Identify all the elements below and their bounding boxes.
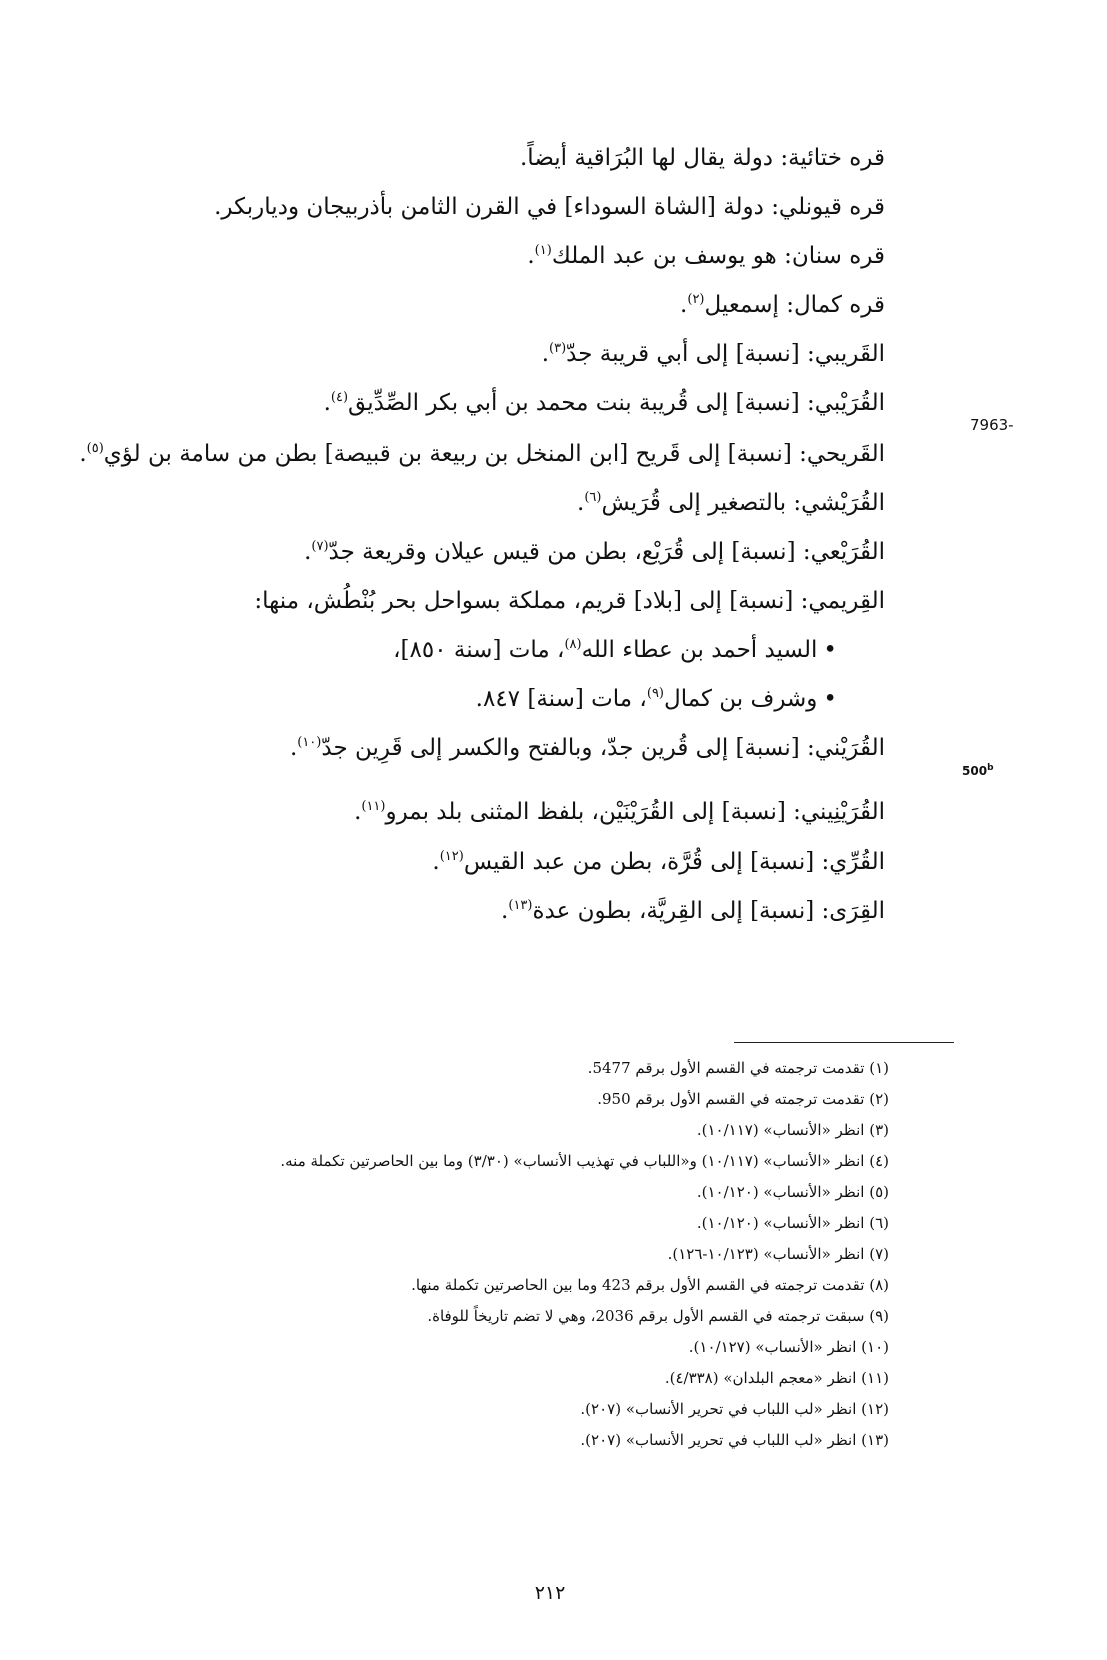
entry-tail: . — [527, 243, 535, 269]
entry-line — [577, 481, 885, 525]
entry-text: القُرَيْنِيني: [نسبة] إلى القُرَيْنَيْن، بلفظ المثنى بلد بمرو — [385, 799, 885, 825]
entry-line — [501, 889, 885, 933]
bullet-marker: • — [823, 637, 837, 663]
footnote: (١١) انظر «معجم البلدان» (٤/٣٣٨). — [664, 1369, 889, 1387]
entry-number: 7963- — [970, 416, 1014, 434]
bullet-marker: • — [823, 686, 837, 712]
entry-tail: . — [680, 292, 688, 318]
footnote: (٥) انظر «الأنساب» (١٠/١٢٠). — [696, 1183, 889, 1201]
entry-line — [324, 381, 885, 425]
footnote-ref: (١٢) — [439, 849, 464, 864]
entry-text: القُرَيْعي: [نسبة] إلى قُرَيْع، بطن من قيس عيلان وقريعة جدّ — [328, 539, 885, 565]
entry-text: القِرَى: [نسبة] إلى القِريَّة، بطون عدة — [532, 898, 885, 924]
entry-text: قره كمال: إسمعيل — [704, 292, 885, 318]
footnote-ref: (٨) — [564, 637, 582, 652]
entry-tail: . — [577, 490, 585, 516]
footnote-ref: (١٣) — [508, 898, 533, 913]
entry-text: قره سنان: هو يوسف بن عبد الملك — [551, 243, 885, 269]
entry-text: القِريمي: [نسبة] إلى [بلاد] قريم، مملكة بسواحل بحر بُنْطُش، منها: — [254, 588, 885, 614]
footnote-ref: (١٠) — [297, 735, 322, 750]
entry-tail: . — [354, 799, 362, 825]
entry-text: قره ختائية: دولة يقال لها البُرَاقية أيضاً. — [520, 145, 885, 171]
entry-text: وشرف بن كمال — [664, 686, 818, 712]
footnote: (٢) تقدمت ترجمته في القسم الأول برقم 950. — [597, 1090, 889, 1108]
footnote: (٨) تقدمت ترجمته في القسم الأول برقم 423 وما بين الحاصرتين تكملة منها. — [411, 1276, 889, 1294]
bullet-line — [393, 628, 837, 672]
entry-text: القُرِّي: [نسبة] إلى قُرَّة، بطن من عبد القيس — [463, 849, 885, 875]
entry-line — [354, 790, 885, 834]
entry-text: السيد أحمد بن عطاء الله — [581, 637, 818, 663]
entry-tail: . — [289, 735, 298, 761]
bullet-line — [476, 677, 837, 721]
margin-marker-suffix: b — [987, 763, 994, 773]
footnote-ref: (٧) — [311, 539, 329, 554]
footnote: (٣) انظر «الأنساب» (١٠/١١٧). — [696, 1121, 889, 1139]
footnote-ref: (٤) — [330, 390, 349, 405]
footnote: (١) تقدمت ترجمته في القسم الأول برقم 5477. — [587, 1059, 889, 1077]
entry-line — [680, 283, 885, 327]
entry-tail: . — [432, 849, 440, 875]
entry-text: القُرَيْني: [نسبة] إلى قُرين جدّ، وبالفتح والكسر إلى قَرِين جدّ — [321, 735, 885, 761]
footnote-divider — [734, 1042, 954, 1043]
footnote-ref: (١) — [534, 243, 552, 258]
entry-text: قره قيونلي: دولة [الشاة السوداء] في القرن الثامن بأذربيجان ودياربكر. — [214, 194, 885, 220]
entry-tail: . — [501, 898, 509, 924]
footnote: (٧) انظر «الأنساب» (١٠/١٢٣-١٢٦). — [667, 1245, 889, 1263]
entry-text: القُرَيْبي: [نسبة] إلى قُريبة بنت محمد بن أبي بكر الصِّدِّيق — [348, 390, 885, 416]
footnote: (١٢) انظر «لب اللباب في تحرير الأنساب» (٢٠٧). — [580, 1400, 889, 1418]
entry-tail: . — [323, 390, 331, 416]
entry-text: القَريبي: [نسبة] إلى أبي قريبة جدّ — [566, 341, 885, 367]
entry-line — [214, 185, 885, 229]
entry-tail: . — [541, 341, 549, 367]
entry-line — [79, 432, 885, 476]
footnote-ref: (٣) — [549, 341, 567, 356]
footnote-ref: (١١) — [361, 799, 386, 814]
entry-line — [520, 136, 885, 180]
entry-line — [527, 234, 885, 278]
entry-line — [432, 840, 885, 884]
entry-text: القُرَيْشي: بالتصغير إلى قُرَيش — [601, 490, 885, 516]
entry-tail: ، مات [سنة] ٨٤٧. — [475, 686, 647, 712]
footnote: (١٠) انظر «الأنساب» (١٠/١٢٧). — [688, 1338, 889, 1356]
footnote: (٦) انظر «الأنساب» (١٠/١٢٠). — [696, 1214, 889, 1232]
entry-line — [304, 530, 885, 574]
page-number: ٢١٢ — [534, 1582, 566, 1604]
entry-tail: . — [79, 441, 87, 467]
footnote: (٩) سبقت ترجمته في القسم الأول برقم 2036، وهي لا تضم تاريخاً للوفاة. — [427, 1307, 889, 1325]
margin-page-marker — [962, 763, 994, 778]
footnote-ref: (٦) — [584, 490, 602, 505]
entry-tail: . — [304, 539, 312, 565]
footnote: (١٣) انظر «لب اللباب في تحرير الأنساب» (٢٠٧). — [580, 1431, 889, 1449]
footnote-ref: (٩) — [646, 686, 664, 701]
entry-line — [542, 332, 885, 376]
entry-tail: ، مات [سنة ٨٥٠]، — [393, 637, 565, 663]
footnote-ref: (٢) — [687, 292, 705, 307]
entry-line — [290, 726, 885, 770]
entry-line — [254, 579, 885, 623]
footnote-ref: (٥) — [86, 441, 104, 456]
entry-text: القَريحي: [نسبة] إلى قَريح [ابن المنخل بن ربيعة بن قبيصة] بطن من سامة بن لؤي — [103, 441, 885, 467]
margin-marker-number: 500 — [962, 764, 988, 778]
footnote: (٤) انظر «الأنساب» (١٠/١١٧) و«اللباب في تهذيب الأنساب» (٣/٣٠) وما بين الحاصرتين تكملة منه. — [280, 1152, 889, 1170]
